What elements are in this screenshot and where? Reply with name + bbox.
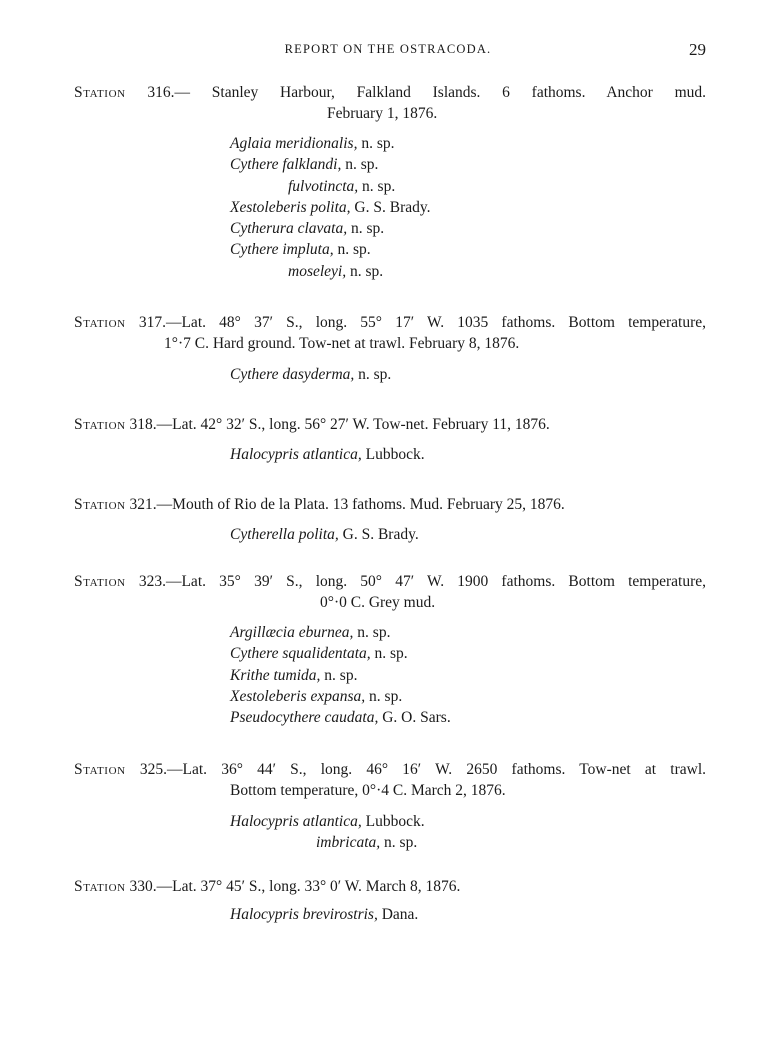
station-323: [74, 571, 706, 728]
species-entry: Halocypris atlantica, Lubbock.: [230, 813, 425, 830]
species-entry: Pseudocythere caudata, G. O. Sars.: [230, 709, 451, 727]
station-label: Station: [74, 878, 126, 895]
station-details-cont: 1°·7 C. Hard ground. Tow-net at trawl. February 8, 1876.: [164, 335, 520, 352]
species-entry: Halocypris brevirostris, Dana.: [230, 906, 419, 923]
species-list: [74, 444, 706, 465]
species-list: [74, 622, 706, 728]
station-321: [74, 494, 706, 545]
station-heading: [74, 312, 706, 333]
species-entry: Xestoleberis expansa, n. sp.: [230, 687, 403, 705]
station-heading: [74, 759, 706, 780]
species-entry: Aglaia meridionalis, n. sp.: [230, 135, 395, 152]
station-details: —Lat. 37° 45′ S., long. 33° 0′ W. March 8, 1876.: [156, 878, 461, 895]
species-list: [74, 364, 706, 385]
page-header: [0, 40, 776, 64]
species-entry: Halocypris atlantica, Lubbock.: [230, 446, 425, 463]
station-heading: [74, 414, 706, 435]
station-label: Station: [74, 496, 126, 513]
station-label: Station: [74, 761, 126, 778]
station-318: [74, 414, 706, 465]
species-entry: Xestoleberis polita, G. S. Brady.: [230, 198, 431, 216]
station-317: [74, 312, 706, 385]
species-list: [74, 811, 706, 854]
station-details: —Lat. 35° 39′ S., long. 50° 47′ W. 1900 fathoms. Bottom temperature,: [165, 573, 707, 590]
station-number: 321.: [129, 496, 157, 513]
species-list: [74, 904, 706, 925]
running-title: REPORT ON THE OSTRACODA.: [284, 42, 492, 56]
station-heading: [74, 82, 706, 103]
species-entry: moseleyi, n. sp.: [288, 262, 384, 280]
station-label: Station: [74, 84, 126, 101]
station-number: 330.: [129, 878, 157, 895]
species-entry: Cythere squalidentata, n. sp.: [230, 645, 408, 663]
station-heading: [74, 494, 706, 515]
station-316: [74, 82, 706, 282]
station-details-cont: Bottom temperature, 0°·4 C. March 2, 1876.: [230, 782, 506, 799]
station-details: —Lat. 42° 32′ S., long. 56° 27′ W. Tow-net. February 11, 1876.: [156, 416, 550, 433]
station-label: Station: [74, 314, 126, 331]
species-entry: Cythere dasyderma, n. sp.: [230, 366, 392, 383]
species-entry: Cythere falklandi, n. sp.: [230, 156, 379, 174]
station-details: —Lat. 48° 37′ S., long. 55° 17′ W. 1035 fathoms. Bottom temperature,: [165, 314, 707, 331]
page-number: 29: [689, 40, 706, 59]
station-number: 316.: [147, 84, 175, 101]
species-entry: Argillæcia eburnea, n. sp.: [230, 624, 391, 641]
species-entry: Cytherura clavata, n. sp.: [230, 220, 385, 238]
species-entry: Cytherella polita, G. S. Brady.: [230, 526, 419, 543]
station-details-cont: 0°·0 C. Grey mud.: [320, 594, 436, 611]
station-number: 317.: [138, 314, 166, 331]
species-entry: fulvotincta, n. sp.: [288, 177, 396, 195]
station-details: — Stanley Harbour, Falkland Islands. 6 fathoms. Anchor mud.: [174, 84, 707, 101]
species-list: [74, 133, 706, 282]
station-label: Station: [74, 573, 126, 590]
species-list: [74, 524, 706, 545]
station-330: [74, 876, 706, 925]
station-325: [74, 759, 706, 854]
station-heading: [74, 876, 706, 897]
station-number: 318.: [129, 416, 157, 433]
station-details: —Lat. 36° 44′ S., long. 46° 16′ W. 2650 fathoms. Tow-net at trawl.: [166, 761, 706, 778]
station-details: —Mouth of Rio de la Plata. 13 fathoms. Mud. February 25, 1876.: [156, 496, 565, 513]
station-number: 325.: [139, 761, 167, 778]
species-entry: imbricata, n. sp.: [316, 834, 418, 852]
station-heading: [74, 571, 706, 592]
station-number: 323.: [138, 573, 166, 590]
station-details-cont: February 1, 1876.: [327, 105, 438, 122]
station-label: Station: [74, 416, 126, 433]
species-entry: Cythere impluta, n. sp.: [230, 241, 371, 259]
species-entry: Krithe tumida, n. sp.: [230, 666, 358, 684]
